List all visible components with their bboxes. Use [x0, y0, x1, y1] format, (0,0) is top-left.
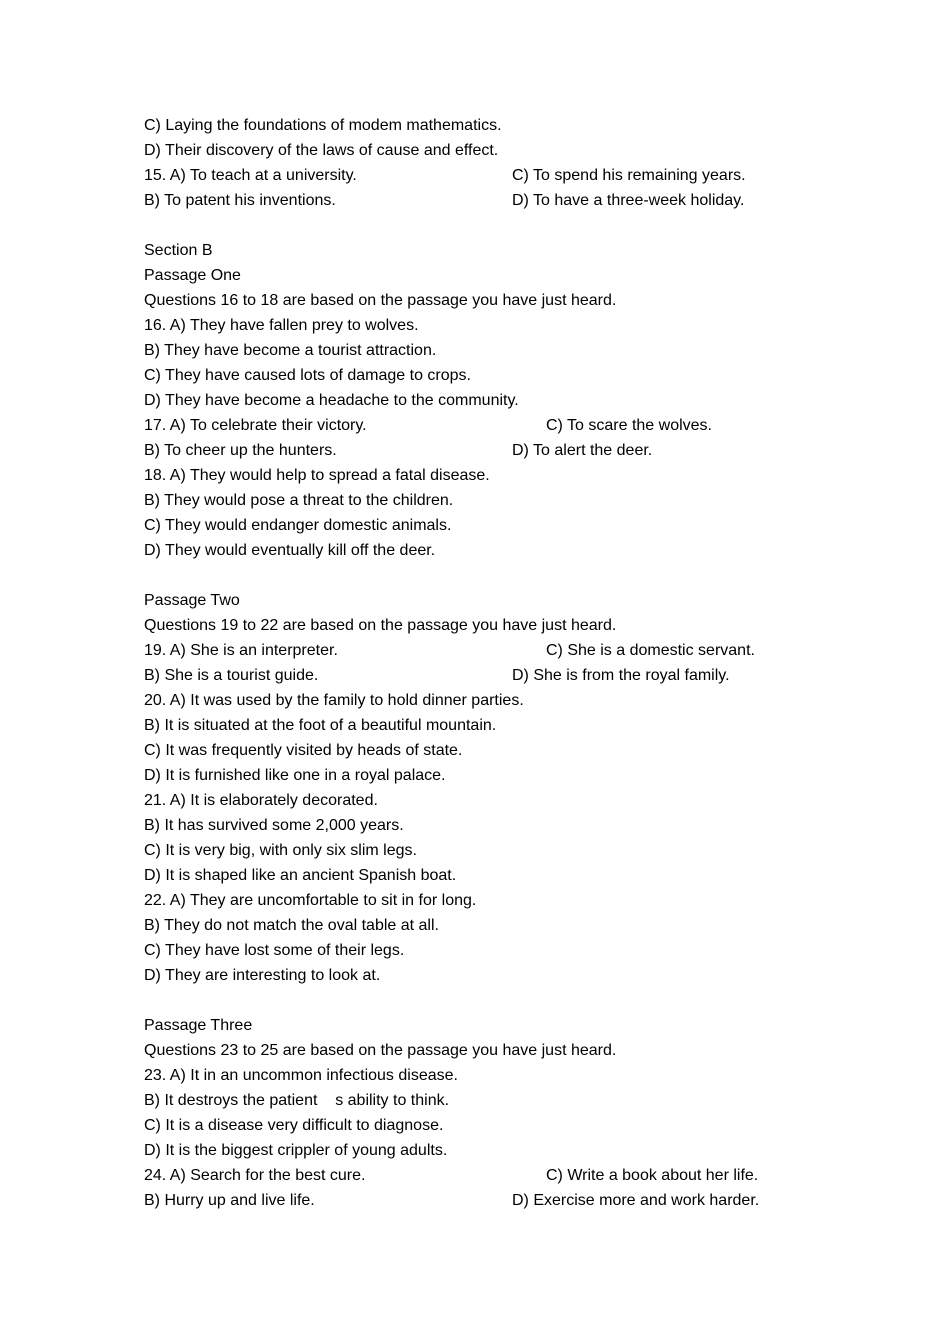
option-19b: B) She is a tourist guide. [144, 667, 319, 684]
option-16c: C) They have caused lots of damage to crops. [144, 367, 471, 384]
option-18a: 18. A) They would help to spread a fatal disease. [144, 467, 490, 484]
option-23d: D) It is the biggest crippler of young adults. [144, 1142, 448, 1159]
question-24-row-2 [144, 1188, 844, 1213]
question-17-row-1 [144, 413, 844, 438]
option-20b: B) It is situated at the foot of a beautiful mountain. [144, 717, 497, 734]
option-24d: D) Exercise more and work harder. [512, 1192, 760, 1209]
option-20a: 20. A) It was used by the family to hold dinner parties. [144, 692, 524, 709]
option-18c: C) They would endanger domestic animals. [144, 517, 452, 534]
option-24a: 24. A) Search for the best cure. [144, 1167, 366, 1184]
option-20d: D) It is furnished like one in a royal palace. [144, 767, 446, 784]
question-17-row-2 [144, 438, 844, 463]
option-21a: 21. A) It is elaborately decorated. [144, 792, 378, 809]
question-15-row-2 [144, 188, 844, 213]
option-23b: B) It destroys the patient s ability to think. [144, 1092, 450, 1109]
option-15d: D) To have a three-week holiday. [512, 192, 745, 209]
question-19-row-1 [144, 638, 844, 663]
option-24b: B) Hurry up and live life. [144, 1192, 315, 1209]
option-22a: 22. A) They are uncomfortable to sit in for long. [144, 892, 477, 909]
option-18b: B) They would pose a threat to the children. [144, 492, 454, 509]
passage-three-title: Passage Three [144, 1017, 253, 1034]
option-22d: D) They are interesting to look at. [144, 967, 381, 984]
option-14d: D) Their discovery of the laws of cause and effect. [144, 142, 499, 159]
option-21b: B) It has survived some 2,000 years. [144, 817, 404, 834]
question-24-row-1 [144, 1163, 844, 1188]
option-17c: C) To scare the wolves. [546, 417, 712, 434]
option-17a: 17. A) To celebrate their victory. [144, 417, 367, 434]
option-16d: D) They have become a headache to the community. [144, 392, 519, 409]
option-15c: C) To spend his remaining years. [512, 167, 746, 184]
option-16a: 16. A) They have fallen prey to wolves. [144, 317, 419, 334]
option-19a: 19. A) She is an interpreter. [144, 642, 338, 659]
option-15a: 15. A) To teach at a university. [144, 167, 357, 184]
option-22b: B) They do not match the oval table at all. [144, 917, 439, 934]
passage-two-intro: Questions 19 to 22 are based on the passage you have just heard. [144, 617, 617, 634]
option-17d: D) To alert the deer. [512, 442, 653, 459]
option-24c: C) Write a book about her life. [546, 1167, 759, 1184]
question-15-row-1 [144, 163, 844, 188]
option-23a: 23. A) It in an uncommon infectious disease. [144, 1067, 458, 1084]
question-19-row-2 [144, 663, 844, 688]
option-23c: C) It is a disease very difficult to diagnose. [144, 1117, 444, 1134]
passage-three-intro: Questions 23 to 25 are based on the passage you have just heard. [144, 1042, 617, 1059]
option-21c: C) It is very big, with only six slim legs. [144, 842, 417, 859]
option-19c: C) She is a domestic servant. [546, 642, 755, 659]
passage-two-title: Passage Two [144, 592, 240, 609]
option-17b: B) To cheer up the hunters. [144, 442, 337, 459]
option-18d: D) They would eventually kill off the deer. [144, 542, 436, 559]
section-heading: Section B [144, 242, 213, 259]
option-19d: D) She is from the royal family. [512, 667, 730, 684]
passage-one-intro: Questions 16 to 18 are based on the passage you have just heard. [144, 292, 617, 309]
passage-one-title: Passage One [144, 267, 241, 284]
option-21d: D) It is shaped like an ancient Spanish boat. [144, 867, 457, 884]
option-15b: B) To patent his inventions. [144, 192, 336, 209]
option-20c: C) It was frequently visited by heads of state. [144, 742, 463, 759]
exam-page [144, 113, 844, 1213]
option-22c: C) They have lost some of their legs. [144, 942, 405, 959]
option-14c: C) Laying the foundations of modem mathematics. [144, 117, 502, 134]
option-16b: B) They have become a tourist attraction. [144, 342, 437, 359]
